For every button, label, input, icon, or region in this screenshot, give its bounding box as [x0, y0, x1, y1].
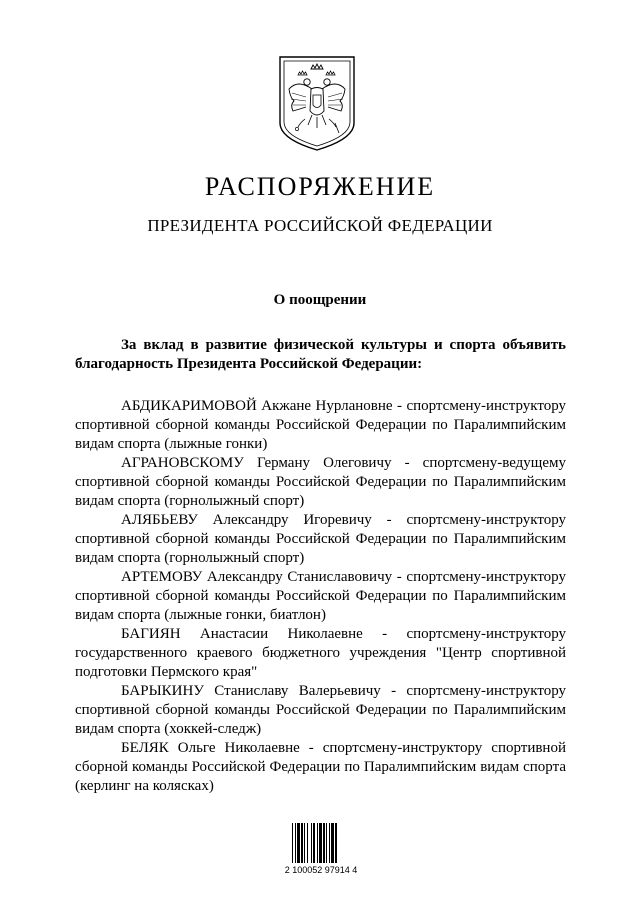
recipient-details: Станиславу Валерьевичу - спортсмену-инструктору спортивной сборной команды Российской Федерации по Паралимпийским видам спорта (хоккей-следж) [75, 683, 566, 737]
barcode-number: 2 100052 97914 4 [284, 865, 358, 875]
barcode-icon [292, 823, 352, 867]
recipient-details: Герману Олеговичу - спортсмену-ведущему спортивной сборной команды Российской Федерации по Паралимпийским видам спорта (горнолыжный спорт) [75, 455, 566, 509]
recipient-details: Александру Станиславовичу - спортсмену-инструктору спортивной сборной команды Российской Федерации по Паралимпийским видам спорта (лыжные гонки, биатлон) [75, 569, 566, 623]
order-intro: За вклад в развитие физической культуры и спорта объявить благодарность Президента Российской Федерации: [75, 337, 566, 372]
document-subtitle: ПРЕЗИДЕНТА РОССИЙСКОЙ ФЕДЕРАЦИИ [147, 216, 493, 235]
recipient-surname: АГРАНОВСКОМУ [121, 455, 244, 471]
recipient-details: Анастасии Николаевне - спортсмену-инструктору государственного краевого бюджетного учреждения "Центр спортивной подготовки Пермского края" [75, 626, 566, 680]
award-list [75, 397, 566, 796]
recipient-surname: БАРЫКИНУ [121, 683, 204, 699]
recipient-surname: БАГИЯН [121, 626, 181, 642]
award-entry [75, 454, 566, 511]
award-entry [75, 397, 566, 454]
recipient-surname: БЕЛЯК [121, 740, 169, 756]
coat-of-arms-icon [276, 53, 358, 153]
document-title: РАСПОРЯЖЕНИЕ [204, 172, 436, 201]
recipient-surname: АРТЕМОВУ [121, 569, 203, 585]
award-entry [75, 739, 566, 796]
order-topic: О поощрении [273, 292, 367, 308]
award-entry [75, 682, 566, 739]
recipient-details: Ольге Николаевне - спортсмену-инструктору спортивной сборной команды Российской Федерации по Паралимпийским видам спорта (керлинг на колясках) [75, 740, 566, 794]
recipient-surname: АБДИКАРИМОВОЙ [121, 398, 257, 414]
recipient-details: Александру Игоревичу - спортсмену-инструктору спортивной сборной команды Российской Федерации по Паралимпийским видам спорта (горнолыжный спорт) [75, 512, 566, 566]
award-entry [75, 568, 566, 625]
award-entry [75, 625, 566, 682]
document-barcode [276, 823, 366, 879]
recipient-surname: АЛЯБЬЕВУ [121, 512, 198, 528]
award-entry [75, 511, 566, 568]
recipient-details: Акжане Нурлановне - спортсмену-инструктору спортивной сборной команды Российской Федерации по Паралимпийским видам спорта (лыжные гонки) [75, 398, 566, 452]
